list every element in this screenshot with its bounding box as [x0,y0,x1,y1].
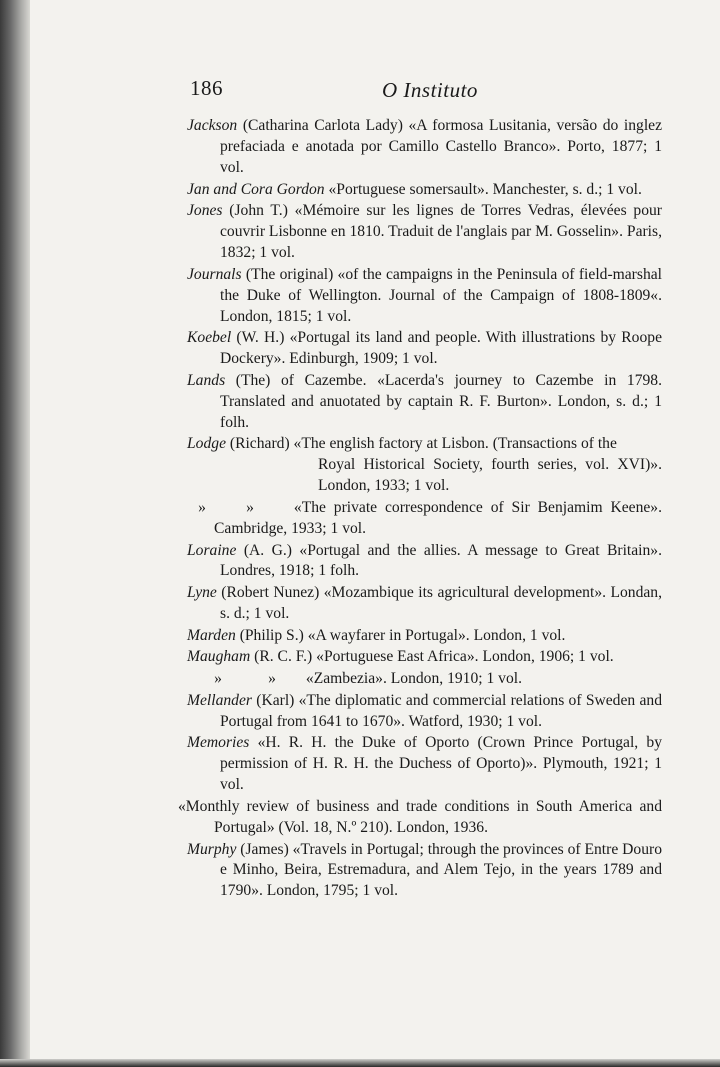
bibliography-entry [178,669,662,690]
entry-author: Journals [187,265,242,283]
running-title: O Instituto [382,78,478,102]
entry-author: Koebel [187,329,232,347]
entry-text: (Robert Nunez) «Mozambique its agricultural development». Londan, s. d.; 1 vol. [216,584,662,623]
entry-text: (W. H.) «Portugal its land and people. With illustrations by Roope Dockery». Edinburgh, 1909; 1 vol. [220,329,662,368]
book-gutter-shadow [0,0,30,1067]
entry-text: (Karl) «The diplomatic and commercial relations of Sweden and Portugal from 1641 to 1670». Watford, 1930; 1 vol. [220,691,662,730]
bibliography-entry [178,647,662,668]
entry-author: Jackson [187,117,238,134]
bibliography-entry [178,371,662,434]
bibliography-entry [178,691,662,733]
ditto-mark: » [268,670,276,688]
entry-text: (A. G.) «Portugal and the allies. A message to Great Britain». Londres, 1918; 1 folh. [220,541,662,580]
bibliography-entry [178,116,662,179]
bibliography-entry [178,733,662,796]
entry-text: (Philip S.) «A wayfarer in Portugal». London, 1 vol. [235,626,566,644]
entry-text: «The private correspondence of Sir Benjamim Keene». Cambridge, 1933; 1 vol. [214,498,662,537]
bibliography-entry [178,265,662,328]
entry-author: Loraine [187,541,237,559]
page-number: 186 [190,76,223,100]
entry-text: (Richard) «The english factory at Lisbon. (Transactions of the [225,435,617,453]
entry-text: (James) «Travels in Portugal; through the provinces of Entre Douro e Minho, Beira, Estremadura, and Alem Tejo, in the years 1789 and 1790». London, 1795; 1 vol. [220,840,662,900]
entry-text: (John T.) «Mémoire sur les lignes de Torres Vedras, élevées pour couvrir Lisbonne en 1810. Traduit de l'anglais par M. Gosselin». Paris, 1832; 1 vol. [220,202,662,262]
entry-author: Memories [187,734,250,752]
bibliography-entry [178,180,662,201]
bibliography-entry [178,797,662,839]
entry-author: Mellander [187,691,252,709]
entry-text: (R. C. F.) «Portuguese East Africa». London, 1906; 1 vol. [250,648,614,666]
page-header [190,76,684,106]
bibliography-list [178,116,662,903]
entry-text: (The original) «of the campaigns in the Peninsula of field-marshal the Duke of Wellington. Journal of the Campaign of 1808-1809«. London, 1815; 1 vol. [220,265,662,325]
entry-author: Marden [187,626,236,644]
entry-author: Murphy [187,840,237,858]
entry-author: Lodge [187,435,226,453]
ditto-mark: » [246,498,254,516]
entry-author: Maugham [187,648,251,666]
entry-text: «Monthly review of business and trade conditions in South America and Portugal» (Vol. 18, N.º 210). London, 1936. [178,797,662,836]
ditto-mark: » [214,670,222,688]
bibliography-entry [178,498,662,540]
bibliography-entry [178,840,662,903]
bibliography-entry [178,541,662,583]
entry-text: Royal Historical Society, fourth series, vol. XVI)». London, 1933; 1 vol. [318,456,662,495]
entry-text: «H. R. H. the Duke of Oporto (Crown Prince Portugal, by permission of H. R. H. the Duchess of Oporto)». Plymouth, 1921; 1 vol. [220,734,662,794]
bibliography-entry [178,626,662,647]
bibliography-entry [178,201,662,264]
bibliography-entry [178,583,662,625]
entry-author: Jan and Cora Gordon [187,180,325,198]
bibliography-entry [178,328,662,370]
entry-text: (The) of Cazembe. «Lacerda's journey to Cazembe in 1798. Translated and anuotated by captain R. F. Burton». London, s. d.; 1 folh. [220,371,662,431]
entry-continuation [178,455,662,497]
bibliography-entry [178,434,662,455]
ditto-mark: » [198,498,206,516]
entry-author: Lyne [187,584,217,602]
entry-author: Jones [187,202,223,220]
entry-text: (Catharina Carlota Lady) «A formosa Lusitania, versão do inglez prefaciada e anotada por Camillo Castello Branco». Porto, 1877; 1 vol. [220,117,662,176]
entry-text: «Portuguese somersault». Manchester, s. d.; 1 vol. [324,180,642,198]
entry-text: «Zambezia». London, 1910; 1 vol. [305,670,523,688]
page-bottom-edge [0,1059,720,1067]
entry-author: Lands [187,371,226,389]
